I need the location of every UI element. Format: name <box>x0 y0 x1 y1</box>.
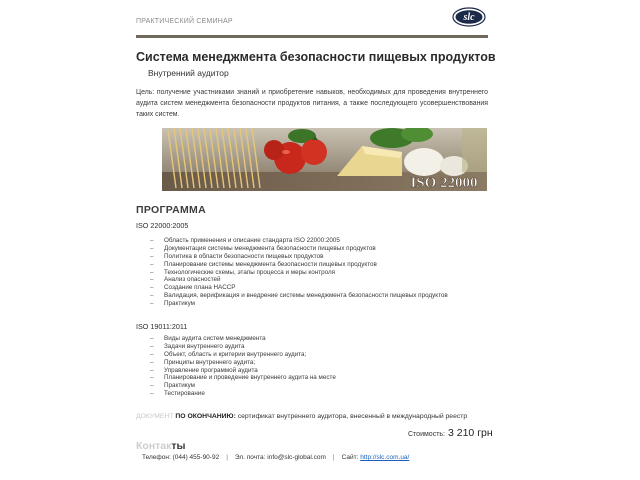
list-item <box>150 300 448 308</box>
header-label: ПРАКТИЧЕСКИЙ СЕМИНАР <box>136 18 233 25</box>
list-dash: – <box>150 292 154 300</box>
contacts-title-ghost: Контак <box>136 440 172 452</box>
slc-logo <box>452 7 486 27</box>
list-item <box>150 351 336 359</box>
header-divider <box>136 35 488 38</box>
list-item-text: Область применения и описание стандарта ISO 22000:2005 <box>164 237 340 244</box>
list-dash: – <box>150 342 154 350</box>
goal-paragraph: Цель: получение участниками знаний и приобретение навыков, необходимых для проведения внутреннего аудита систем менеджмента безопасности продуктов питания, а также последующего усовершенствования таких систем. <box>136 89 488 118</box>
list-item <box>150 367 336 375</box>
page-title: Система менеджмента безопасности пищевых продуктов <box>136 50 496 64</box>
list-item <box>150 374 336 382</box>
list-item <box>150 382 336 390</box>
contacts-title <box>136 440 186 452</box>
iso19011-topic-list <box>150 335 336 398</box>
list-item-text: Валидация, верификация и внедрение системы менеджмента безопасности пищевых продуктов <box>164 292 448 300</box>
list-dash: – <box>150 350 154 358</box>
iso22000-topic-list <box>150 237 448 308</box>
result-text: сертификат внутреннего аудитора, внесенный в международный реестр <box>235 413 468 420</box>
list-dash: – <box>150 244 154 252</box>
list-item-text: Технологические схемы, этапы процесса и меры контроля <box>164 268 336 276</box>
list-item-text: Практикум <box>164 382 195 390</box>
list-dash: – <box>150 260 154 268</box>
list-item-text: Принципы внутреннего аудита; <box>164 358 256 366</box>
list-item-text: Задачи внутреннего аудита <box>164 342 245 350</box>
list-item-text: Практикум <box>164 300 195 308</box>
list-dash: – <box>150 335 154 342</box>
list-item-text: Планирование и проведение внутреннего аудита на месте <box>164 374 336 382</box>
list-item <box>150 276 448 284</box>
list-item <box>150 390 336 398</box>
list-dash: – <box>150 284 154 292</box>
price-label: Стоимость: <box>408 431 445 438</box>
list-item-text: Планирование системы менеджмента безопасности пищевых продуктов <box>164 260 377 268</box>
list-item-text: Политика в области безопасности пищевых продуктов <box>164 252 324 260</box>
list-item <box>150 261 448 269</box>
list-dash: – <box>150 358 154 366</box>
list-item <box>150 343 336 351</box>
list-dash: – <box>150 237 154 244</box>
list-item-text: Создание плана HACCP <box>164 284 236 292</box>
list-item <box>150 253 448 261</box>
list-dash: – <box>150 382 154 390</box>
completion-document-line <box>136 413 467 420</box>
contacts-footer: Телефон: (044) 455-90-92 | Эл. почта: info@slc-global.com | Сайт: http://slc.com.ua/ <box>142 454 410 461</box>
list-item-text: Анализ опасностей <box>164 276 221 284</box>
list-item <box>150 359 336 367</box>
contacts-title-dark: ты <box>171 440 186 452</box>
result-label-ghost: ДОКУМЕНТ <box>136 413 174 420</box>
site-link[interactable]: http://slc.com.ua/ <box>360 454 410 461</box>
list-item <box>150 335 336 343</box>
list-dash: – <box>150 366 154 374</box>
email-text[interactable]: Эл. почта: info@slc-global.com <box>234 454 326 461</box>
list-dash: – <box>150 276 154 284</box>
list-dash: – <box>150 268 154 276</box>
list-item-text: Виды аудита систем менеджмента <box>164 335 266 342</box>
page-subtitle: Внутренний аудитор <box>148 68 229 78</box>
list-item <box>150 237 448 245</box>
standard-title-iso22000: ISO 22000:2005 <box>136 221 189 230</box>
list-item-text: Объект, область и критерии внутреннего аудита; <box>164 350 307 358</box>
list-dash: – <box>150 300 154 308</box>
list-item <box>150 292 448 300</box>
banner-caption: ISO 22000 <box>410 175 478 191</box>
price-amount: 3 210 грн <box>448 427 493 439</box>
iso-banner-image <box>162 128 487 191</box>
list-item <box>150 245 448 253</box>
site-label: Сайт: <box>341 454 359 461</box>
list-dash: – <box>150 390 154 398</box>
list-item-text: Документация системы менеджмента безопасности пищевых продуктов <box>164 244 376 252</box>
list-dash: – <box>150 374 154 382</box>
phone-text: Телефон: (044) 455-90-92 <box>142 454 220 461</box>
program-title: ПРОГРАММА <box>136 204 206 216</box>
standard-title-iso19011: ISO 19011:2011 <box>136 322 188 331</box>
list-item-text: Тестирование <box>164 390 205 398</box>
list-item-text: Управление программой аудита <box>164 366 258 374</box>
result-label-bold: ПО ОКОНЧАНИЮ: <box>173 413 236 420</box>
list-dash: – <box>150 252 154 260</box>
price-line <box>408 427 493 439</box>
logo-text: slc <box>463 12 475 23</box>
